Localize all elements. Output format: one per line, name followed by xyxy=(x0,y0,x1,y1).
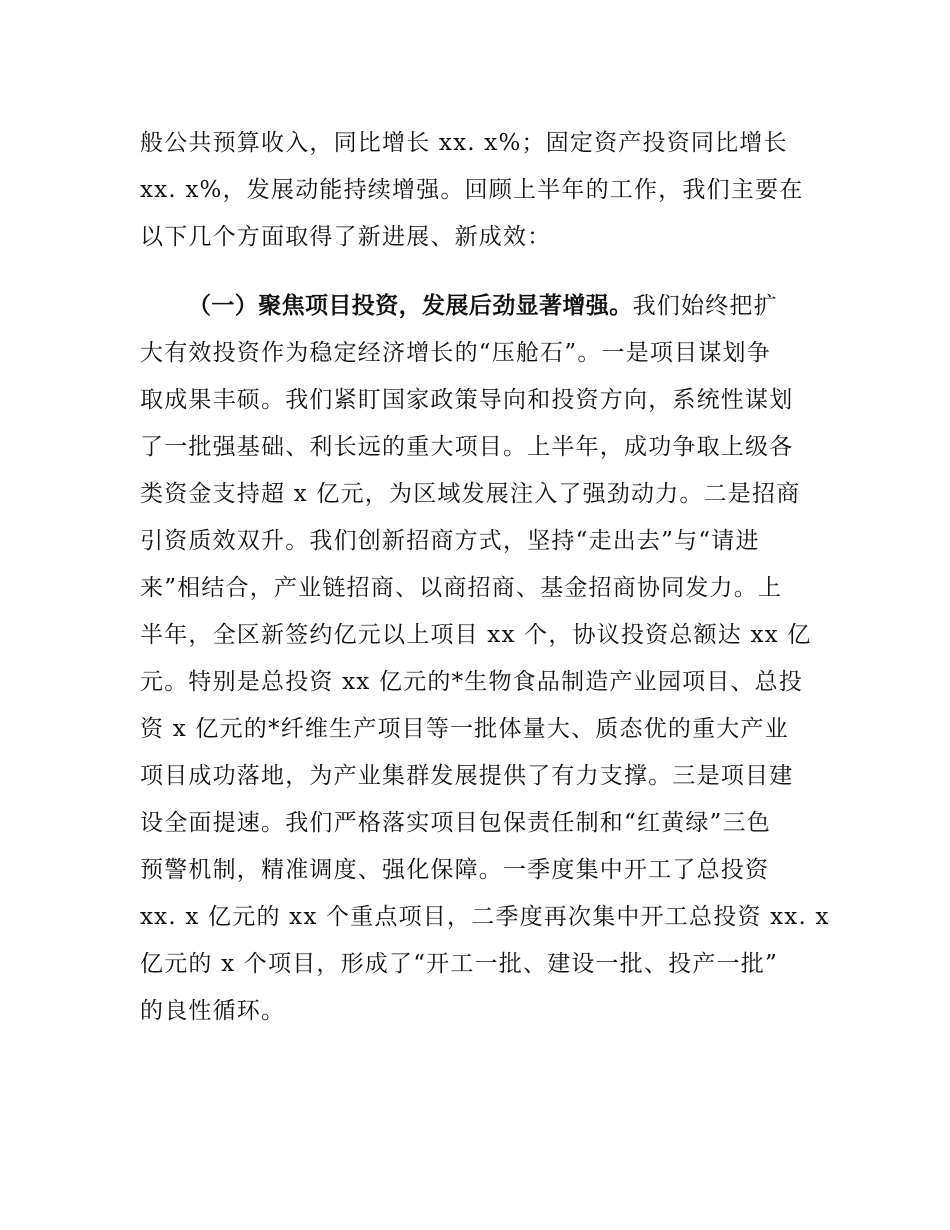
text-line: 以下几个方面取得了新进展、新成效： xyxy=(140,224,552,250)
text-line: xx. x 亿元的 xx 个重点项目，二季度再次集中开工总投资 xx. x xyxy=(140,904,830,930)
text-span: 我们始终把扩 xyxy=(632,293,778,319)
section-heading: （一）聚焦项目投资，发展后劲显著增强。 xyxy=(188,293,633,319)
text-line: 设全面提速。我们严格落实项目包保责任制和“红黄绿”三色 xyxy=(140,810,771,836)
text-line: 预警机制，精准调度、强化保障。一季度集中开工了总投资 xyxy=(140,857,770,883)
text-line: 元。特别是总投资 xx 亿元的*生物食品制造产业园项目、总投 xyxy=(140,669,804,695)
section-1-first-line xyxy=(188,291,820,321)
text-line: 的良性循环。 xyxy=(140,998,286,1024)
text-line: 资 x 亿元的*纤维生产项目等一批体量大、质态优的重大产业 xyxy=(140,716,789,742)
text-line: 大有效投资作为稳定经济增长的“压舱石”。一是项目谋划争 xyxy=(140,340,771,366)
text-line: 来”相结合，产业链招商、以商招商、基金招商协同发力。上 xyxy=(140,575,783,601)
text-line: 类资金支持超 x 亿元，为区域发展注入了强劲动力。二是招商 xyxy=(140,481,801,507)
text-line: 取成果丰硕。我们紧盯国家政策导向和投资方向，系统性谋划 xyxy=(140,387,794,413)
text-line: 般公共预算收入，同比增长 xx. x%；固定资产投资同比增长 xyxy=(140,130,788,156)
text-line: 项目成功落地，为产业集群发展提供了有力支撑。三是项目建 xyxy=(140,763,794,789)
text-line: xx. x%，发展动能持续增强。回顾上半年的工作，我们主要在 xyxy=(140,177,804,203)
text-line: 半年，全区新签约亿元以上项目 xx 个，协议投资总额达 xx 亿 xyxy=(140,622,812,648)
text-line: 引资质效双升。我们创新招商方式，坚持“走出去”与“请进 xyxy=(140,528,760,554)
text-line: 了一批强基础、利长远的重大项目。上半年，成功争取上级各 xyxy=(140,434,794,460)
text-line: 亿元的 x 个项目，形成了“开工一批、建设一批、投产一批” xyxy=(140,951,778,977)
